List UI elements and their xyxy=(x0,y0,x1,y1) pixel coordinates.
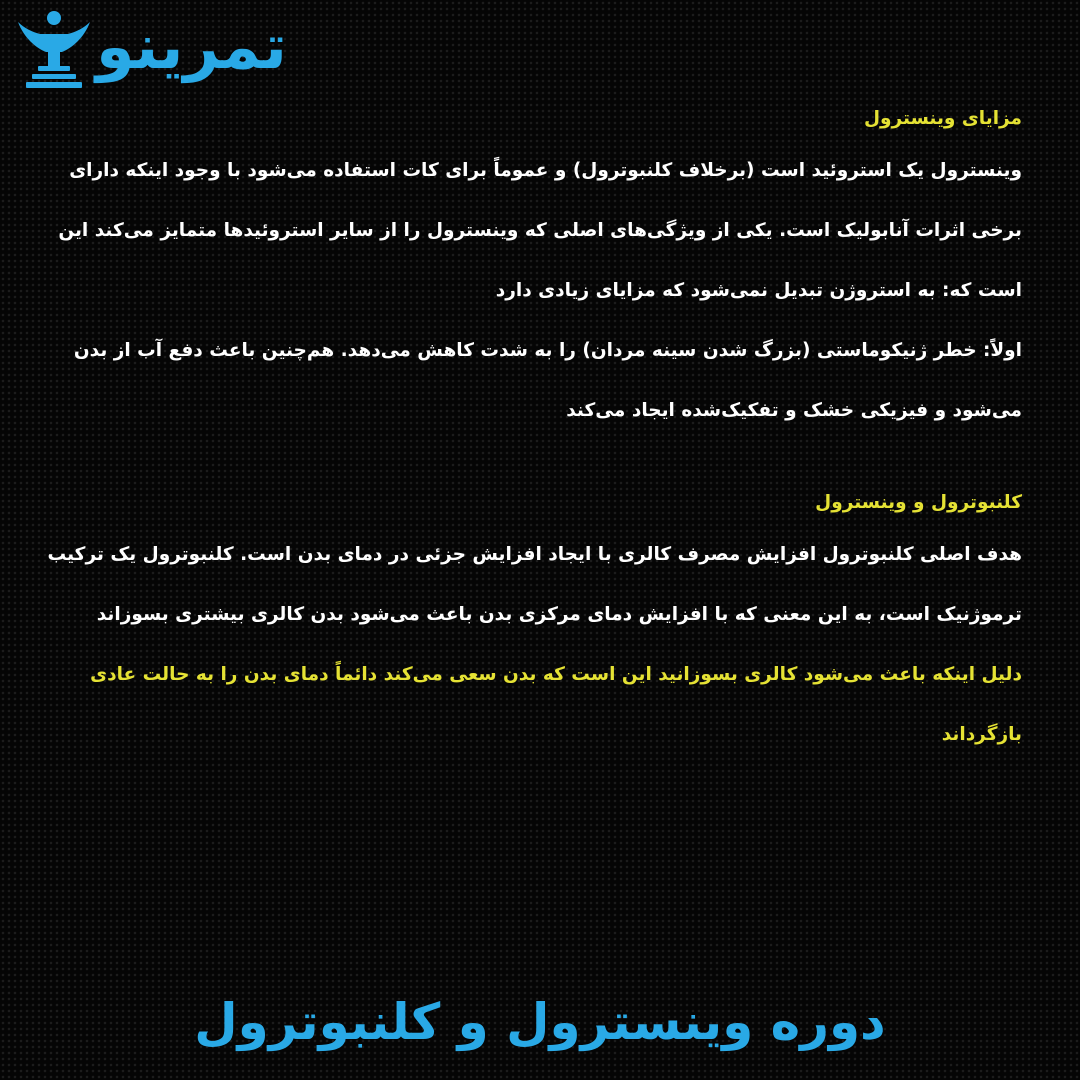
brand-name: تمرینو xyxy=(96,10,287,83)
article-content xyxy=(44,97,1022,765)
paragraph-winstrol-benefits: اولاً: خطر ژنیکوماستی (بزرگ شدن سینه مردان) را به شدت کاهش می‌دهد. هم‌چنین باعث دفع آب از بدن می‌شود و فیزیکی خشک و تفکیک‌شده ایجاد می‌کند xyxy=(73,340,1022,421)
course-title: دوره وینسترول و کلنبوترول xyxy=(194,993,886,1051)
paragraph-calorie-reason: دلیل اینکه باعث می‌شود کالری بسوزانید این است که بدن سعی می‌کند دائماً دمای بدن را به حالت عادی بازگرداند xyxy=(90,664,1022,745)
section-heading-clen-winstrol: کلنبوترول و وینسترول xyxy=(815,492,1022,513)
trophy-icon xyxy=(14,8,94,92)
paragraph-clenbuterol-goal: هدف اصلی کلنبوترول افزایش مصرف کالری با ایجاد افزایش جزئی در دمای بدن است. کلنبوترول یک ترکیب ترموژنیک است، به این معنی که با افزایش دمای مرکزی بدن باعث می‌شود بدن کالری بیشتری بسوزاند xyxy=(47,544,1022,625)
paragraph-winstrol-intro: وینسترول یک استروئید است (برخلاف کلنبوترول) و عموماً برای کات استفاده می‌شود با وجود اینکه دارای برخی اثرات آنابولیک است. یکی از ویژگی‌های اصلی که وینسترول را از سایر استروئیدها متمایز می‌کند این است که: به استروژن تبدیل نمی‌شود که مزایای زیادی دارد xyxy=(58,160,1022,301)
brand-logo xyxy=(14,8,287,92)
section-spacer xyxy=(44,441,1022,481)
section-heading-winstrol-benefits: مزایای وینسترول xyxy=(863,108,1022,129)
